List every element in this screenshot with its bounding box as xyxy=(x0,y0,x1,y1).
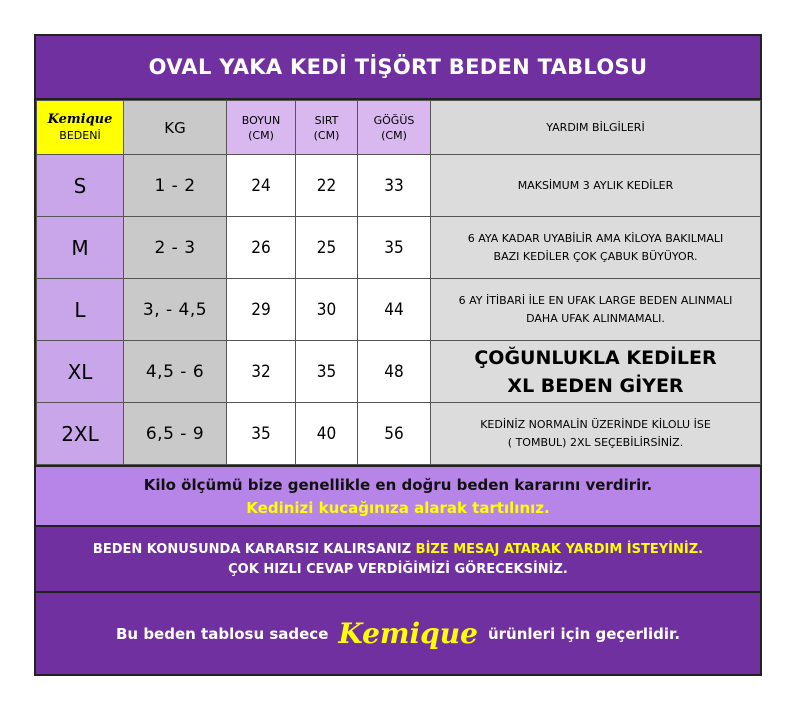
boyun-cell: 32 xyxy=(227,341,296,403)
header-boyun-unit: (CM) xyxy=(248,128,274,142)
header-boyun xyxy=(227,101,296,155)
header-sirt-unit: (CM) xyxy=(313,128,340,142)
header-gogus-unit: (CM) xyxy=(381,128,407,142)
sirt-cell: 22 xyxy=(296,155,358,217)
size-cell: 2XL xyxy=(37,403,124,465)
help-note-line-2: ÇOK HIZLI CEVAP VERDİĞİMİZİ GÖRECEKSİNİZ. xyxy=(228,561,568,577)
chart-title: OVAL YAKA KEDİ TİŞÖRT BEDEN TABLOSU xyxy=(36,36,760,100)
help-cell xyxy=(431,403,761,465)
table-row xyxy=(37,155,761,217)
kg-cell: 3, - 4,5 xyxy=(124,279,227,341)
gogus-cell: 44 xyxy=(358,279,431,341)
weight-note xyxy=(36,465,760,525)
header-boyun-label: BOYUN xyxy=(241,113,281,127)
help-line-1: 6 AY İTİBARİ İLE EN UFAK LARGE BEDEN ALINMALI xyxy=(458,293,733,307)
gogus-cell: 48 xyxy=(358,341,431,403)
gogus-cell: 56 xyxy=(358,403,431,465)
header-gogus xyxy=(358,101,431,155)
sirt-cell: 40 xyxy=(296,403,358,465)
table-header-row xyxy=(37,101,761,155)
table-row xyxy=(37,403,761,465)
help-note-prefix: BEDEN KONUSUNDA KARARSIZ KALIRSANIZ xyxy=(92,541,416,557)
weight-note-line-2: Kedinizi kucağınıza alarak tartılınız. xyxy=(246,498,550,517)
kg-cell: 4,5 - 6 xyxy=(124,341,227,403)
help-cell xyxy=(431,279,761,341)
weight-note-line-1: Kilo ölçümü bize genellikle en doğru beden kararını verdirir. xyxy=(143,475,653,494)
footer-prefix: Bu beden tablosu sadece xyxy=(115,624,329,643)
table-row xyxy=(37,217,761,279)
help-note xyxy=(36,525,760,591)
gogus-cell: 35 xyxy=(358,217,431,279)
header-gogus-label: GÖĞÜS xyxy=(373,113,415,127)
help-cell xyxy=(431,217,761,279)
boyun-cell: 35 xyxy=(227,403,296,465)
sirt-cell: 30 xyxy=(296,279,358,341)
size-chart xyxy=(34,34,762,676)
help-line-2: DAHA UFAK ALINMAMALI. xyxy=(526,311,665,325)
help-line-1: MAKSİMUM 3 AYLIK KEDİLER xyxy=(517,178,674,192)
kemique-logo: Kemique xyxy=(47,112,113,127)
help-cell xyxy=(431,155,761,217)
header-sirt xyxy=(296,101,358,155)
help-cell-highlight xyxy=(431,341,761,403)
help-line-1: ÇOĞUNLUKLA KEDİLER xyxy=(474,346,717,369)
help-note-line-1 xyxy=(93,542,703,557)
header-size xyxy=(37,101,124,155)
help-note-highlight: BİZE MESAJ ATARAK YARDIM İSTEYİNİZ. xyxy=(415,541,704,557)
kemique-logo-footer: Kemique xyxy=(338,617,478,650)
size-cell: XL xyxy=(37,341,124,403)
size-cell: M xyxy=(37,217,124,279)
size-table xyxy=(36,100,761,465)
header-kg: KG xyxy=(124,101,227,155)
help-line-2: ( TOMBUL) 2XL SEÇEBİLİRSİNİZ. xyxy=(507,435,684,449)
header-sirt-label: SIRT xyxy=(314,113,339,127)
help-line-1: 6 AYA KADAR UYABİLİR AMA KİLOYA BAKILMALI xyxy=(467,231,724,245)
help-line-2: XL BEDEN GİYER xyxy=(507,374,684,397)
boyun-cell: 24 xyxy=(227,155,296,217)
sirt-cell: 35 xyxy=(296,341,358,403)
help-line-2: BAZI KEDİLER ÇOK ÇABUK BÜYÜYOR. xyxy=(493,249,698,263)
help-line-1: KEDİNİZ NORMALİN ÜZERİNDE KİLOLU İSE xyxy=(480,417,711,431)
kg-cell: 1 - 2 xyxy=(124,155,227,217)
table-row xyxy=(37,279,761,341)
kg-cell: 2 - 3 xyxy=(124,217,227,279)
header-size-label: BEDENİ xyxy=(59,129,101,142)
table-row xyxy=(37,341,761,403)
size-cell: L xyxy=(37,279,124,341)
size-cell: S xyxy=(37,155,124,217)
sirt-cell: 25 xyxy=(296,217,358,279)
footer-suffix: ürünleri için geçerlidir. xyxy=(487,624,681,643)
boyun-cell: 26 xyxy=(227,217,296,279)
gogus-cell: 33 xyxy=(358,155,431,217)
footer-note xyxy=(36,591,760,674)
header-help: YARDIM BİLGİLERİ xyxy=(431,101,761,155)
boyun-cell: 29 xyxy=(227,279,296,341)
kg-cell: 6,5 - 9 xyxy=(124,403,227,465)
